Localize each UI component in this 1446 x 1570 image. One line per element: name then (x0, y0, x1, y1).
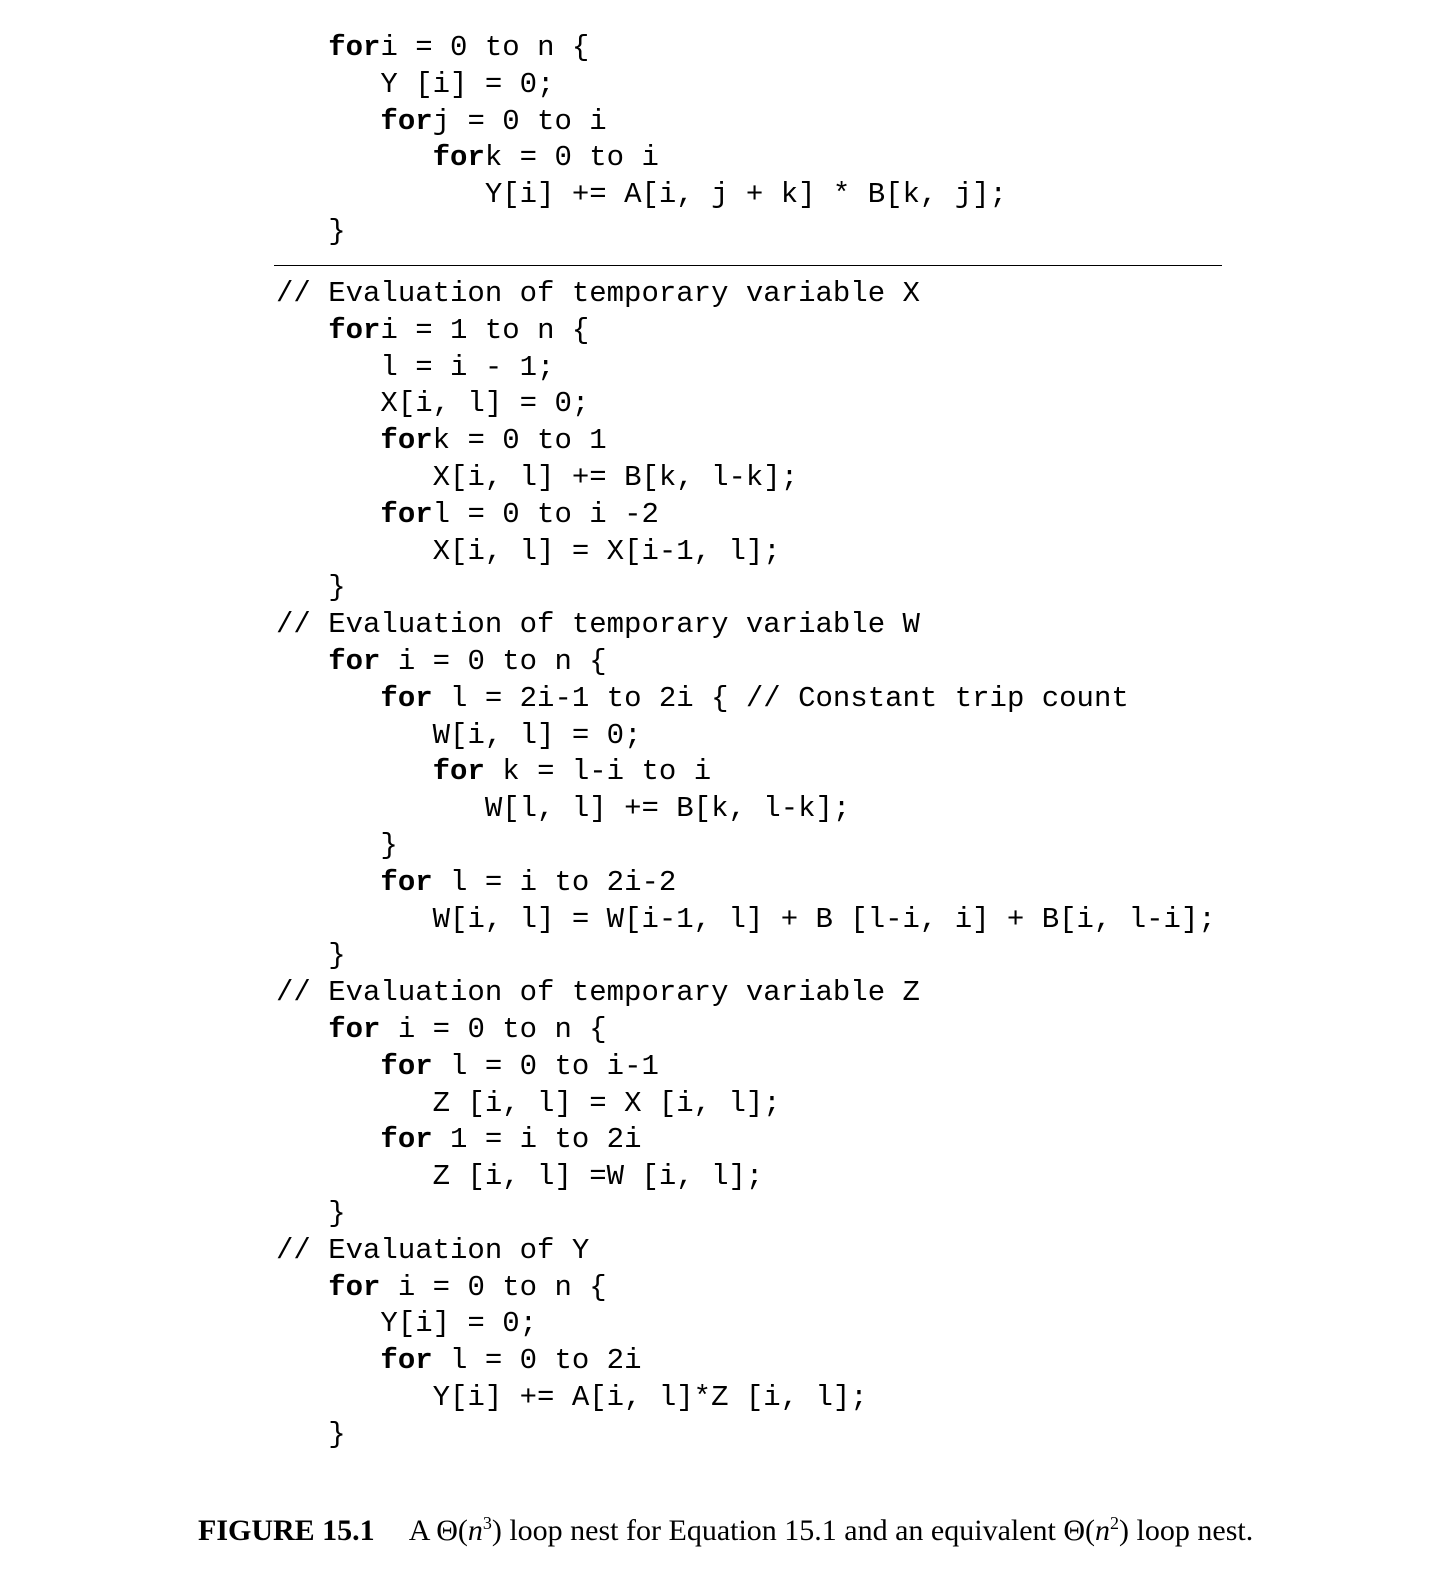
keyword-for: for (328, 1270, 381, 1304)
code-line (276, 1012, 1216, 1049)
code-text: l = i to 2i-2 (450, 865, 677, 899)
code-text: i = 0 to n { (397, 1270, 607, 1304)
code-line (276, 177, 1007, 214)
code-line (276, 30, 1007, 67)
code-line (276, 607, 1216, 644)
code-line (276, 681, 1216, 718)
code-line (276, 1159, 1216, 1196)
code-text: } (380, 828, 398, 862)
code-line (276, 386, 1216, 423)
code-line (276, 1122, 1216, 1159)
code-line (276, 1270, 1216, 1307)
code-text: l = 2i-1 to 2i { // Constant trip count (450, 681, 1129, 715)
code-line (276, 140, 1007, 177)
code-text: l = i - 1; (380, 350, 555, 384)
code-text: W[l, l] += B[k, l-k]; (484, 792, 851, 826)
code-text: // Evaluation of temporary variable X (276, 277, 920, 310)
code-line (276, 975, 1216, 1012)
keyword-for: for (328, 644, 381, 678)
code-text: k = 0 to 1 (432, 424, 607, 458)
keyword-for: for (380, 104, 433, 138)
keyword-for: for (380, 1344, 433, 1378)
code-text: Y[i] += A[i, j + k] * B[k, j]; (484, 178, 1007, 212)
figure-label: FIGURE 15.1 (198, 1514, 375, 1547)
code-text: 1 = i to 2i (450, 1123, 642, 1157)
code-text: i = 0 to n { (397, 644, 607, 678)
keyword-for: for (380, 1123, 433, 1157)
code-line (276, 938, 1216, 975)
keyword-for: for (432, 755, 485, 789)
code-text: W[i, l] = W[i-1, l] + B [l-i, i] + B[i, l-i]; (432, 902, 1216, 936)
code-text: // Evaluation of temporary variable W (276, 608, 920, 642)
code-line (276, 1380, 1216, 1417)
code-line (276, 570, 1216, 607)
keyword-for: for (328, 31, 381, 64)
code-line (276, 313, 1216, 350)
code-line (276, 902, 1216, 939)
code-line (276, 1196, 1216, 1233)
code-text: i = 1 to n { (380, 313, 590, 347)
original-loop-nest (276, 30, 1007, 251)
keyword-for: for (432, 141, 485, 175)
code-text: i = 0 to n { (397, 1012, 607, 1046)
code-line (276, 534, 1216, 571)
code-text: } (328, 571, 346, 605)
code-text: k = 0 to i (484, 141, 659, 175)
code-text: l = 0 to 2i (450, 1344, 642, 1378)
code-text: j = 0 to i (432, 104, 607, 138)
code-text: X[i, l] += B[k, l-k]; (432, 460, 799, 494)
code-line (276, 460, 1216, 497)
code-line (276, 1417, 1216, 1454)
code-line (276, 214, 1007, 251)
code-line (276, 791, 1216, 828)
code-text: i = 0 to n { (380, 31, 590, 64)
keyword-for: for (380, 497, 433, 531)
equivalent-loop-nest (276, 276, 1216, 1454)
keyword-for: for (380, 681, 433, 715)
code-text: // Evaluation of temporary variable Z (276, 976, 920, 1010)
code-line (276, 644, 1216, 681)
caption-text: A $\Theta(n^3)$ loop nest for Equation 15.1 and an equivalent $\Theta(n^2)$ loop nest. (408, 1513, 1254, 1547)
code-text: l = 0 to i -2 (432, 497, 659, 531)
keyword-for: for (380, 865, 433, 899)
code-line (276, 1086, 1216, 1123)
code-text: // Evaluation of Y (276, 1233, 590, 1267)
code-line (276, 1306, 1216, 1343)
code-text: } (328, 1196, 346, 1230)
code-line (276, 67, 1007, 104)
code-line (276, 276, 1216, 313)
figure-caption (198, 1513, 1253, 1548)
keyword-for: for (328, 313, 381, 347)
code-line (276, 350, 1216, 387)
code-line (276, 718, 1216, 755)
code-line (276, 1049, 1216, 1086)
code-text: Y [i] = 0; (380, 67, 555, 101)
code-text: Z [i, l] = X [i, l]; (432, 1086, 781, 1120)
code-line (276, 754, 1216, 791)
code-line (276, 423, 1216, 460)
code-text: } (328, 1417, 346, 1451)
code-line (276, 1233, 1216, 1270)
code-text: X[i, l] = X[i-1, l]; (432, 534, 781, 568)
code-line (276, 865, 1216, 902)
code-text: k = l-i to i (502, 755, 712, 789)
keyword-for: for (328, 1012, 381, 1046)
keyword-for: for (380, 424, 433, 458)
code-text: } (328, 214, 346, 248)
code-text: Y[i] += A[i, l]*Z [i, l]; (432, 1380, 868, 1414)
code-text: Z [i, l] =W [i, l]; (432, 1160, 764, 1194)
code-line (276, 828, 1216, 865)
code-line (276, 1343, 1216, 1380)
code-text: X[i, l] = 0; (380, 387, 590, 421)
code-text: l = 0 to i-1 (450, 1049, 659, 1083)
code-line (276, 497, 1216, 534)
code-text: W[i, l] = 0; (432, 718, 642, 752)
code-text: } (328, 939, 346, 973)
code-text: Y[i] = 0; (380, 1307, 538, 1341)
code-line (276, 104, 1007, 141)
keyword-for: for (380, 1049, 433, 1083)
section-divider (274, 265, 1222, 266)
